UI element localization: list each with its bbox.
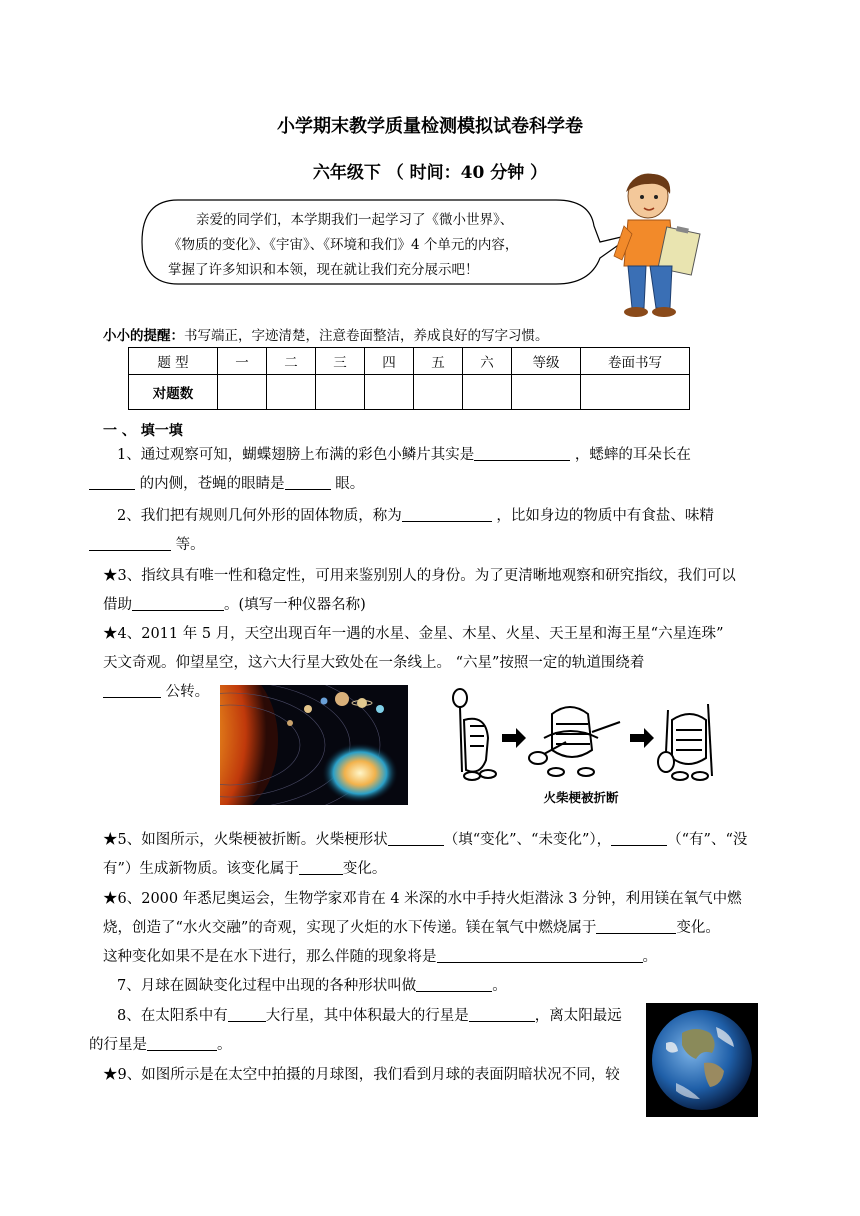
- question-7: 7、月球在圆缺变化过程中出现的各种形状叫做 。: [103, 972, 759, 1001]
- answer-blank[interactable]: [285, 473, 331, 490]
- bubble-line-3: 掌握了许多知识和本领，现在就让我们充分展示吧！: [168, 262, 479, 278]
- score-header-6: 六: [463, 348, 512, 375]
- reminder-label: 小小的提醒：: [103, 328, 184, 344]
- score-cell[interactable]: [316, 375, 365, 410]
- score-cell[interactable]: [581, 375, 690, 410]
- question-1: 1、通过观察可知，蝴蝶翅膀上布满的彩色小鳞片其实是 ，蟋蟀的耳朵长在 的内侧，苍蝇的眼睛是 眼。: [103, 441, 759, 499]
- answer-blank[interactable]: [132, 594, 224, 611]
- score-header-1: 一: [218, 348, 267, 375]
- section-title-fill-in: 一 、 填一填: [103, 423, 183, 439]
- score-cell[interactable]: [218, 375, 267, 410]
- answer-blank[interactable]: [89, 473, 135, 490]
- score-cell[interactable]: [267, 375, 316, 410]
- score-header-4: 四: [365, 348, 414, 375]
- score-header-2: 二: [267, 348, 316, 375]
- reminder: [103, 324, 549, 344]
- answer-blank[interactable]: [611, 829, 667, 846]
- answer-blank[interactable]: [228, 1005, 266, 1022]
- question-3: ★3、指纹具有唯一性和稳定性，可用来鉴别别人的身份。为了更清晰地观察和研究指纹，我们可以 借助 。(填写一种仪器名称): [103, 568, 736, 613]
- answer-blank[interactable]: [89, 534, 171, 551]
- exam-title: 小学期末教学质量检测模拟试卷科学卷: [277, 116, 583, 137]
- score-header-handwriting: 卷面书写: [581, 348, 690, 375]
- earth-image: [646, 1003, 758, 1117]
- reminder-text: 书写端正，字迹清楚，注意卷面整洁，养成良好的写字习惯。: [184, 328, 549, 344]
- answer-blank[interactable]: [388, 829, 444, 846]
- question-5: ★5、如图所示，火柴梗被折断。火柴梗形状 （填“变化”、“未变化”）， （“有”、“没 有”）生成新物质。该变化属于 变化。: [103, 826, 759, 884]
- answer-blank[interactable]: [299, 858, 343, 875]
- answer-blank[interactable]: [596, 917, 676, 934]
- question-9: ★9、如图所示是在太空中拍摄的月球图，我们看到月球的表面阴暗状况不同，较: [103, 1067, 620, 1083]
- score-table: [128, 347, 690, 410]
- question-4: ★4、2011 年 5 月，天空出现百年一遇的水星、金星、木星、火星、天王星和海王星“六星连珠” 天文奇观。仰望星空，这六大行星大致处在一条线上。 “六星”按照一定的轨道围绕着 公转。: [103, 626, 724, 700]
- answer-blank[interactable]: [437, 946, 643, 963]
- answer-blank[interactable]: [469, 1005, 535, 1022]
- solar-system-image: [220, 685, 408, 805]
- score-header-5: 五: [414, 348, 463, 375]
- score-cell[interactable]: [414, 375, 463, 410]
- answer-blank[interactable]: [402, 505, 492, 522]
- bubble-line-1: 亲爱的同学们，本学期我们一起学习了《微小世界》、: [196, 212, 514, 228]
- broken-matchstick-figure: [440, 680, 722, 810]
- question-6: ★6、2000 年悉尼奥运会，生物学家邓肯在 4 米深的水中手持火炬潜泳 3 分钟，利用镁在氧气中燃 烧，创造了“水火交融”的奇观，实现了火炬的水下传递。镁在氧气中燃烧属于 变化。 这种变化如果不是在水下进行，那么伴随的现象将是 。: [103, 891, 742, 965]
- question-2: 2、我们把有规则几何外形的固体物质，称为 ，比如身边的物质中有食盐、味精 等。: [103, 502, 759, 560]
- answer-blank[interactable]: [147, 1034, 217, 1051]
- figure-caption: 火柴梗被折断: [543, 790, 619, 805]
- score-header-grade: 等级: [512, 348, 581, 375]
- speech-bubble: [138, 196, 598, 288]
- answer-blank[interactable]: [103, 681, 161, 698]
- answer-blank[interactable]: [474, 444, 570, 461]
- boy-with-clipboard-illustration: [602, 170, 712, 320]
- score-cell[interactable]: [463, 375, 512, 410]
- score-cell[interactable]: [512, 375, 581, 410]
- score-header-type: 题 型: [129, 348, 218, 375]
- question-8: 8、在太阳系中有 大行星，其中体积最大的行星是 ，离太阳最远 的行星是 。: [103, 1002, 643, 1060]
- score-cell[interactable]: [365, 375, 414, 410]
- score-row-label: 对题数: [129, 375, 218, 410]
- bubble-line-2: 《物质的变化》、《宇宙》、《环境和我们》4 个单元的内容，: [168, 237, 519, 253]
- answer-blank[interactable]: [416, 975, 492, 992]
- score-header-3: 三: [316, 348, 365, 375]
- exam-subtitle: 六年级下 （ 时间：40 分钟 ）: [312, 163, 548, 183]
